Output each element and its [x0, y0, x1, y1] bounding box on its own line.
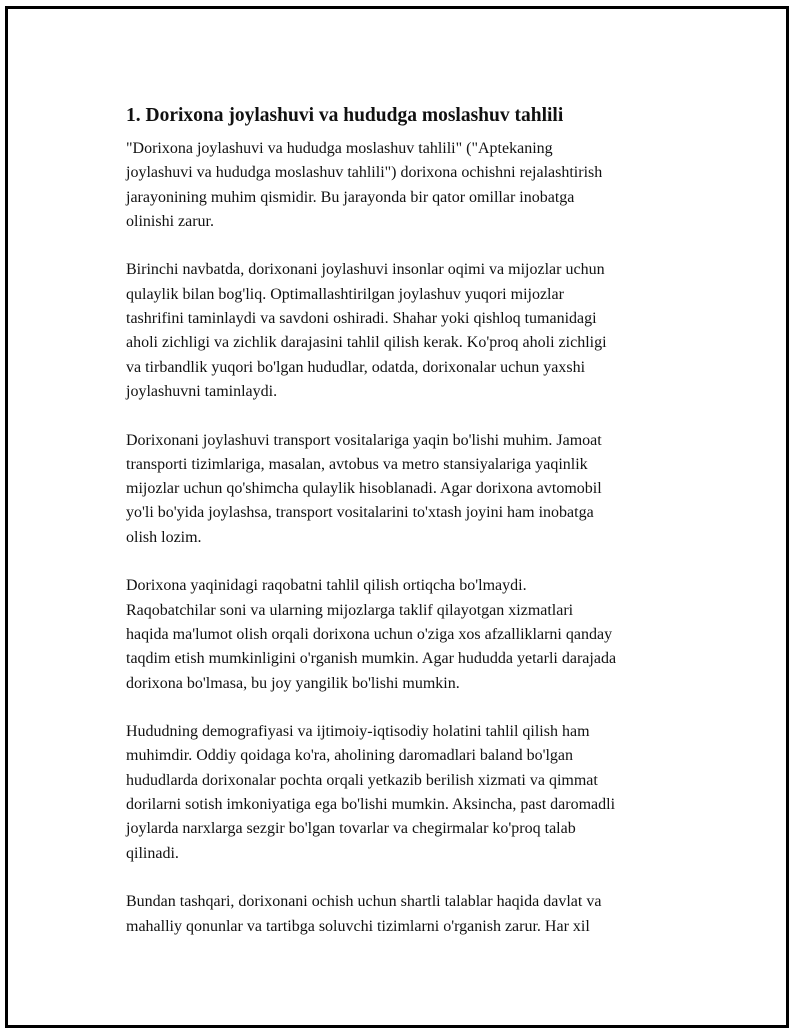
paragraph-line: joylarda narxlarga sezgir bo'lgan tovarlar va chegirmalar ko'proq talab [126, 820, 576, 838]
paragraph-line: Bundan tashqari, dorixonani ochish uchun shartli talablar haqida davlat va [126, 893, 602, 911]
paragraph-line: aholi zichligi va zichlik darajasini tahlil qilish kerak. Ko'proq aholi zichligi [126, 334, 607, 352]
document-content [126, 103, 696, 963]
paragraph-line: qulaylik bilan bog'liq. Optimallashtirilgan joylashuv yuqori mijozlar [126, 285, 564, 303]
paragraph-line: joylashuvni taminlaydi. [126, 382, 278, 400]
paragraph-line: "Dorixona joylashuvi va hududga moslashuv tahlili" ("Aptekaning [126, 140, 553, 157]
paragraph-line: haqida ma'lumot olish orqali dorixona uchun o'ziga xos afzalliklarni qanday [126, 625, 613, 643]
paragraph-line: Birinchi navbatda, dorixonani joylashuvi insonlar oqimi va mijozlar uchun [126, 261, 605, 279]
paragraph-line: dorixona bo'lmasa, bu joy yangilik bo'lishi mumkin. [126, 674, 460, 692]
paragraph-line: Dorixona yaqinidagi raqobatni tahlil qilish ortiqcha bo'lmaydi. [126, 577, 527, 595]
paragraph-line: tashrifini taminlaydi va savdoni oshiradi. Shahar yoki qishloq tumanidagi [126, 310, 597, 328]
paragraph-line: joylashuvi va hududga moslashuv tahlili") dorixona ochishni rejalashtirish [126, 164, 603, 182]
paragraph-transport [126, 429, 696, 550]
paragraph-line: Dorixonani joylashuvi transport vositalariga yaqin bo'lishi muhim. Jamoat [126, 431, 602, 449]
paragraph-line: olinishi zarur. [126, 212, 214, 230]
paragraph-intro [126, 137, 696, 234]
paragraph-line: qilinadi. [126, 844, 179, 862]
paragraph-line: jarayonining muhim qismidir. Bu jarayonda bir qator omillar inobatga [126, 188, 575, 206]
paragraph-demographics [126, 720, 696, 866]
paragraph-line: olish lozim. [126, 528, 202, 546]
paragraph-competition [126, 574, 696, 695]
paragraph-line: transporti tizimlariga, masalan, avtobus va metro stansiyalariga yaqinlik [126, 455, 588, 473]
page-frame [5, 6, 789, 1028]
paragraph-line: dorilarni sotish imkoniyatiga ega bo'lishi mumkin. Aksincha, past daromadli [126, 796, 616, 814]
section-heading: 1. Dorixona joylashuvi va hududga moslashuv tahlili [126, 105, 564, 126]
paragraph-regulations [126, 890, 696, 939]
paragraph-line: yo'li bo'yida joylashsa, transport vositalarini to'xtash joyini ham inobatga [126, 504, 594, 522]
paragraph-line: Raqobatchilar soni va ularning mijozlarga taklif qilayotgan xizmatlari [126, 601, 574, 619]
paragraph-line: mahalliy qonunlar va tartibga soluvchi tizimlarni o'rganish zarur. Har xil [126, 917, 590, 935]
paragraph-line: mijozlar uchun qo'shimcha qulaylik hisoblanadi. Agar dorixona avtomobil [126, 480, 602, 498]
paragraph-location [126, 258, 696, 404]
paragraph-line: va tirbandlik yuqori bo'lgan hududlar, odatda, dorixonalar uchun yaxshi [126, 358, 586, 376]
paragraph-line: Hududning demografiyasi va ijtimoiy-iqtisodiy holatini tahlil qilish ham [126, 723, 590, 741]
paragraph-line: taqdim etish mumkinligini o'rganish mumkin. Agar hududda yetarli darajada [126, 650, 617, 668]
paragraph-line: muhimdir. Oddiy qoidaga ko'ra, aholining daromadlari baland bo'lgan [126, 747, 573, 765]
paragraph-line: hududlarda dorixonalar pochta orqali yetkazib berilish xizmati va qimmat [126, 771, 598, 789]
